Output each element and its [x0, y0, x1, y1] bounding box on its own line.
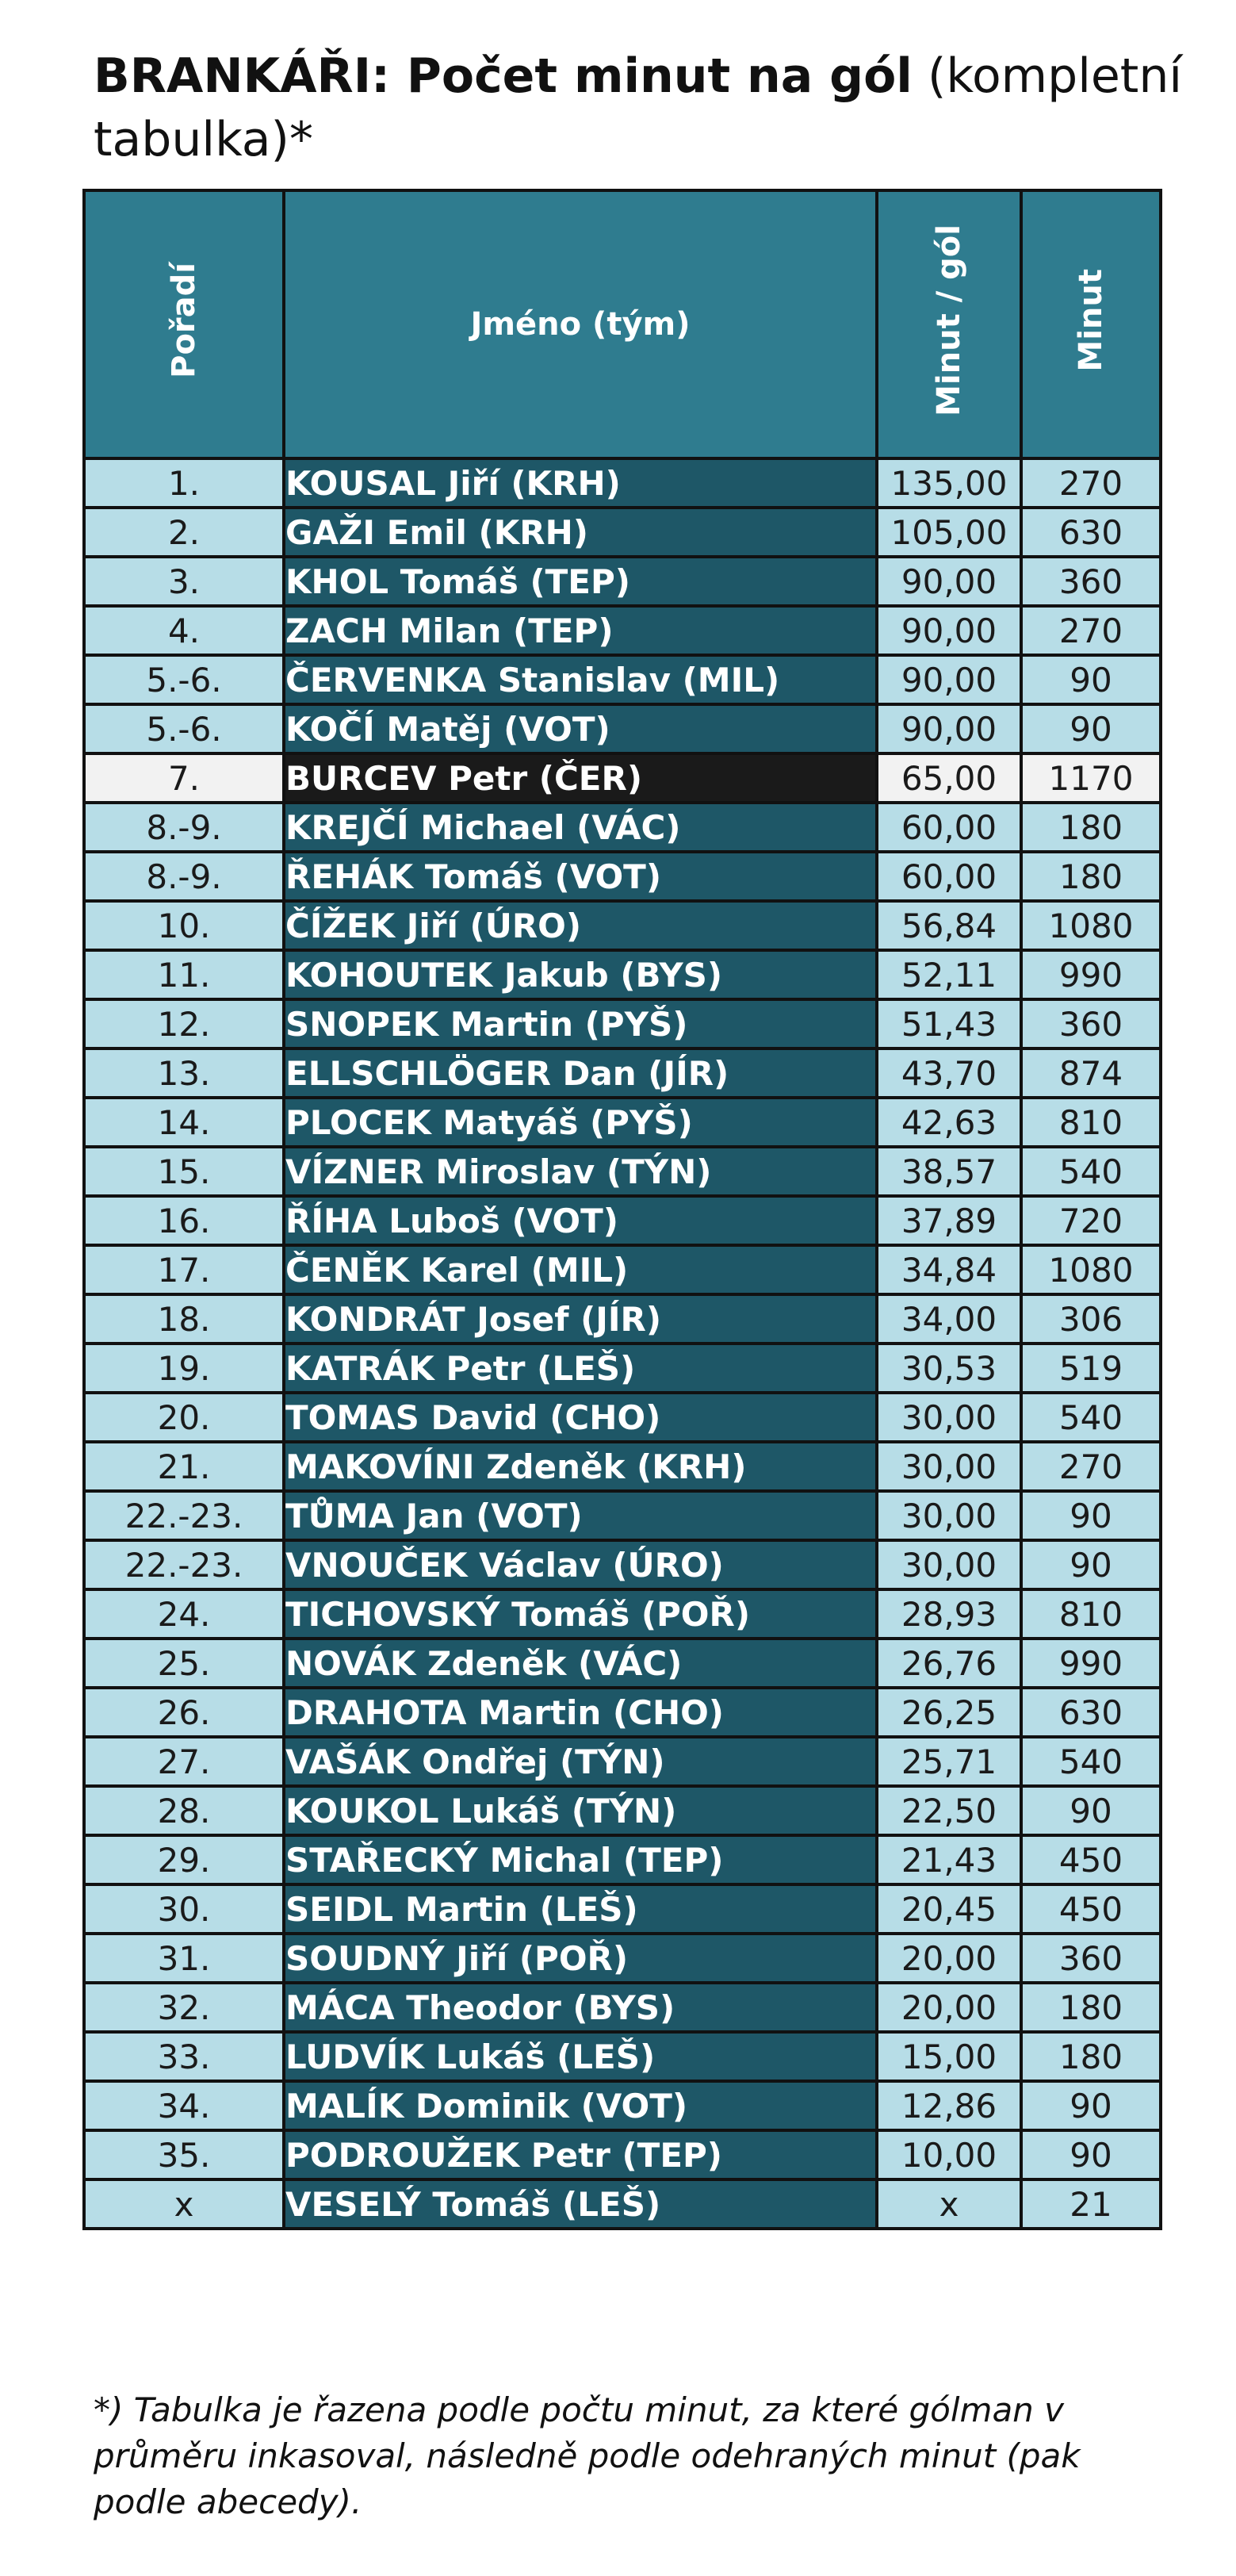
header-per-goal: [877, 190, 1021, 458]
minutes-cell: 810: [1021, 1098, 1161, 1147]
minutes-cell: 990: [1021, 950, 1161, 999]
footnote: *) Tabulka je řazena podle počtu minut, za které gólman v průměru inkasoval, následně podle odehraných minut (pak podle abecedy).: [94, 2390, 1081, 2521]
table-row: [84, 557, 1161, 606]
name-cell: VESELÝ Tomáš (LEŠ): [284, 2179, 877, 2229]
minutes-per-goal-cell: 20,00: [877, 1934, 1021, 1983]
table-row: [84, 1098, 1161, 1147]
rank-cell: 27.: [84, 1737, 284, 1786]
minutes-cell: 630: [1021, 1688, 1161, 1737]
minutes-cell: 720: [1021, 1196, 1161, 1245]
table-row: [84, 753, 1161, 803]
table-row: [84, 1786, 1161, 1835]
name-cell: ŘEHÁK Tomáš (VOT): [284, 852, 877, 901]
name-cell: GAŽI Emil (KRH): [284, 508, 877, 557]
table-row: [84, 1294, 1161, 1344]
minutes-cell: 270: [1021, 1442, 1161, 1491]
page-title: [94, 44, 1188, 171]
name-cell: SNOPEK Martin (PYŠ): [284, 999, 877, 1048]
rank-cell: 2.: [84, 508, 284, 557]
minutes-cell: 180: [1021, 803, 1161, 852]
minutes-cell: 21: [1021, 2179, 1161, 2229]
minutes-cell: 90: [1021, 2130, 1161, 2179]
minutes-per-goal-cell: 21,43: [877, 1835, 1021, 1884]
table-row: [84, 704, 1161, 753]
minutes-per-goal-cell: 43,70: [877, 1048, 1021, 1098]
rank-cell: 22.-23.: [84, 1540, 284, 1589]
minutes-cell: 90: [1021, 1786, 1161, 1835]
name-cell: SEIDL Martin (LEŠ): [284, 1884, 877, 1934]
table-row: [84, 852, 1161, 901]
rank-cell: 22.-23.: [84, 1491, 284, 1540]
minutes-cell: 360: [1021, 999, 1161, 1048]
name-cell: TICHOVSKÝ Tomáš (POŘ): [284, 1589, 877, 1639]
minutes-cell: 90: [1021, 1491, 1161, 1540]
table-row: [84, 1737, 1161, 1786]
rank-cell: 3.: [84, 557, 284, 606]
minutes-per-goal-cell: 15,00: [877, 2032, 1021, 2081]
name-cell: ELLSCHLÖGER Dan (JÍR): [284, 1048, 877, 1098]
minutes-cell: 360: [1021, 1934, 1161, 1983]
rank-cell: 15.: [84, 1147, 284, 1196]
minutes-per-goal-cell: 60,00: [877, 852, 1021, 901]
name-cell: KREJČÍ Michael (VÁC): [284, 803, 877, 852]
table-row: [84, 655, 1161, 704]
minutes-per-goal-cell: 25,71: [877, 1737, 1021, 1786]
minutes-per-goal-cell: 42,63: [877, 1098, 1021, 1147]
minutes-per-goal-cell: 30,53: [877, 1344, 1021, 1393]
rank-cell: 20.: [84, 1393, 284, 1442]
table-row: [84, 2032, 1161, 2081]
name-cell: VNOUČEK Václav (ÚRO): [284, 1540, 877, 1589]
rank-cell: 12.: [84, 999, 284, 1048]
minutes-per-goal-cell: 26,76: [877, 1639, 1021, 1688]
table-row: [84, 1639, 1161, 1688]
rank-cell: 14.: [84, 1098, 284, 1147]
table-row: [84, 1688, 1161, 1737]
name-cell: STAŘECKÝ Michal (TEP): [284, 1835, 877, 1884]
rank-cell: 4.: [84, 606, 284, 655]
minutes-per-goal-cell: 38,57: [877, 1147, 1021, 1196]
title-rest: (kompletní tabulka)*: [94, 48, 1183, 167]
name-cell: PODROUŽEK Petr (TEP): [284, 2130, 877, 2179]
name-cell: KOHOUTEK Jakub (BYS): [284, 950, 877, 999]
name-cell: MÁCA Theodor (BYS): [284, 1983, 877, 2032]
goalkeeper-table: [82, 189, 1162, 2230]
header-minutes-label: Minut: [1073, 269, 1109, 372]
table-body: [84, 458, 1161, 2229]
minutes-per-goal-cell: 22,50: [877, 1786, 1021, 1835]
name-cell: VAŠÁK Ondřej (TÝN): [284, 1737, 877, 1786]
minutes-per-goal-cell: 52,11: [877, 950, 1021, 999]
minutes-per-goal-cell: 30,00: [877, 1540, 1021, 1589]
header-per-goal-label: Minut / gól: [931, 224, 967, 416]
table-row: [84, 1540, 1161, 1589]
minutes-per-goal-cell: 90,00: [877, 655, 1021, 704]
name-cell: NOVÁK Zdeněk (VÁC): [284, 1639, 877, 1688]
name-cell: ŘÍHA Luboš (VOT): [284, 1196, 877, 1245]
minutes-per-goal-cell: x: [877, 2179, 1021, 2229]
table-row: [84, 950, 1161, 999]
minutes-cell: 90: [1021, 704, 1161, 753]
rank-cell: 10.: [84, 901, 284, 950]
table-row: [84, 1589, 1161, 1639]
minutes-per-goal-cell: 20,45: [877, 1884, 1021, 1934]
minutes-cell: 874: [1021, 1048, 1161, 1098]
rank-cell: 17.: [84, 1245, 284, 1294]
table-row: [84, 2179, 1161, 2229]
table-row: [84, 1393, 1161, 1442]
rank-cell: 30.: [84, 1884, 284, 1934]
name-cell: ČENĚK Karel (MIL): [284, 1245, 877, 1294]
rank-cell: 29.: [84, 1835, 284, 1884]
minutes-cell: 180: [1021, 852, 1161, 901]
rank-cell: 13.: [84, 1048, 284, 1098]
title-bold: BRANKÁŘI: Počet minut na gól: [94, 48, 913, 104]
table-row: [84, 1147, 1161, 1196]
rank-cell: 28.: [84, 1786, 284, 1835]
minutes-cell: 360: [1021, 557, 1161, 606]
minutes-cell: 1170: [1021, 753, 1161, 803]
table-row: [84, 1491, 1161, 1540]
table-row: [84, 1442, 1161, 1491]
minutes-per-goal-cell: 30,00: [877, 1442, 1021, 1491]
minutes-cell: 90: [1021, 655, 1161, 704]
rank-cell: 16.: [84, 1196, 284, 1245]
table-row: [84, 606, 1161, 655]
rank-cell: 26.: [84, 1688, 284, 1737]
minutes-cell: 540: [1021, 1147, 1161, 1196]
rank-cell: 24.: [84, 1589, 284, 1639]
minutes-cell: 630: [1021, 508, 1161, 557]
table-row: [84, 2081, 1161, 2130]
minutes-cell: 1080: [1021, 901, 1161, 950]
name-cell: ČÍŽEK Jiří (ÚRO): [284, 901, 877, 950]
rank-cell: 19.: [84, 1344, 284, 1393]
name-cell: DRAHOTA Martin (CHO): [284, 1688, 877, 1737]
header-rank: [84, 190, 284, 458]
header-rank-label: Pořadí: [166, 263, 202, 378]
minutes-per-goal-cell: 90,00: [877, 606, 1021, 655]
header-name-label: Jméno (tým): [470, 306, 691, 343]
name-cell: KHOL Tomáš (TEP): [284, 557, 877, 606]
table-row: [84, 1934, 1161, 1983]
minutes-cell: 540: [1021, 1737, 1161, 1786]
name-cell: LUDVÍK Lukáš (LEŠ): [284, 2032, 877, 2081]
name-cell: KONDRÁT Josef (JÍR): [284, 1294, 877, 1344]
rank-cell: 31.: [84, 1934, 284, 1983]
rank-cell: 33.: [84, 2032, 284, 2081]
name-cell: KOUSAL Jiří (KRH): [284, 458, 877, 508]
header-minutes: [1021, 190, 1161, 458]
rank-cell: 34.: [84, 2081, 284, 2130]
minutes-cell: 90: [1021, 1540, 1161, 1589]
header-row: [84, 190, 1161, 458]
minutes-cell: 1080: [1021, 1245, 1161, 1294]
minutes-per-goal-cell: 34,00: [877, 1294, 1021, 1344]
rank-cell: 8.-9.: [84, 803, 284, 852]
name-cell: KOČÍ Matěj (VOT): [284, 704, 877, 753]
minutes-per-goal-cell: 37,89: [877, 1196, 1021, 1245]
name-cell: ZACH Milan (TEP): [284, 606, 877, 655]
minutes-cell: 270: [1021, 458, 1161, 508]
minutes-per-goal-cell: 10,00: [877, 2130, 1021, 2179]
name-cell: KATRÁK Petr (LEŠ): [284, 1344, 877, 1393]
minutes-per-goal-cell: 28,93: [877, 1589, 1021, 1639]
minutes-cell: 450: [1021, 1835, 1161, 1884]
name-cell: TOMAS David (CHO): [284, 1393, 877, 1442]
minutes-per-goal-cell: 34,84: [877, 1245, 1021, 1294]
header-name: [284, 190, 877, 458]
minutes-cell: 306: [1021, 1294, 1161, 1344]
table-row: [84, 1245, 1161, 1294]
name-cell: TŮMA Jan (VOT): [284, 1491, 877, 1540]
minutes-per-goal-cell: 20,00: [877, 1983, 1021, 2032]
rank-cell: 7.: [84, 753, 284, 803]
table-row: [84, 1835, 1161, 1884]
name-cell: ČERVENKA Stanislav (MIL): [284, 655, 877, 704]
table-row: [84, 803, 1161, 852]
minutes-per-goal-cell: 12,86: [877, 2081, 1021, 2130]
name-cell: PLOCEK Matyáš (PYŠ): [284, 1098, 877, 1147]
rank-cell: 21.: [84, 1442, 284, 1491]
minutes-per-goal-cell: 135,00: [877, 458, 1021, 508]
minutes-cell: 990: [1021, 1639, 1161, 1688]
minutes-cell: 180: [1021, 1983, 1161, 2032]
minutes-per-goal-cell: 56,84: [877, 901, 1021, 950]
minutes-per-goal-cell: 90,00: [877, 557, 1021, 606]
name-cell: VÍZNER Miroslav (TÝN): [284, 1147, 877, 1196]
name-cell: MAKOVÍNI Zdeněk (KRH): [284, 1442, 877, 1491]
minutes-per-goal-cell: 26,25: [877, 1688, 1021, 1737]
table-row: [84, 2130, 1161, 2179]
table-row: [84, 901, 1161, 950]
table-row: [84, 458, 1161, 508]
table-row: [84, 508, 1161, 557]
name-cell: BURCEV Petr (ČER): [284, 753, 877, 803]
minutes-per-goal-cell: 65,00: [877, 753, 1021, 803]
rank-cell: 25.: [84, 1639, 284, 1688]
minutes-cell: 519: [1021, 1344, 1161, 1393]
minutes-per-goal-cell: 60,00: [877, 803, 1021, 852]
minutes-cell: 180: [1021, 2032, 1161, 2081]
rank-cell: 5.-6.: [84, 655, 284, 704]
name-cell: KOUKOL Lukáš (TÝN): [284, 1786, 877, 1835]
minutes-cell: 810: [1021, 1589, 1161, 1639]
table-row: [84, 1884, 1161, 1934]
rank-cell: 18.: [84, 1294, 284, 1344]
table-row: [84, 1344, 1161, 1393]
minutes-cell: 450: [1021, 1884, 1161, 1934]
minutes-per-goal-cell: 30,00: [877, 1491, 1021, 1540]
rank-cell: 32.: [84, 1983, 284, 2032]
table-row: [84, 1983, 1161, 2032]
rank-cell: 8.-9.: [84, 852, 284, 901]
rank-cell: 11.: [84, 950, 284, 999]
table-row: [84, 1196, 1161, 1245]
name-cell: MALÍK Dominik (VOT): [284, 2081, 877, 2130]
rank-cell: 1.: [84, 458, 284, 508]
table-row: [84, 999, 1161, 1048]
table-header: [84, 190, 1161, 458]
rank-cell: 35.: [84, 2130, 284, 2179]
minutes-cell: 540: [1021, 1393, 1161, 1442]
minutes-per-goal-cell: 90,00: [877, 704, 1021, 753]
minutes-cell: 90: [1021, 2081, 1161, 2130]
rank-cell: x: [84, 2179, 284, 2229]
minutes-per-goal-cell: 30,00: [877, 1393, 1021, 1442]
rank-cell: 5.-6.: [84, 704, 284, 753]
minutes-per-goal-cell: 105,00: [877, 508, 1021, 557]
minutes-cell: 270: [1021, 606, 1161, 655]
name-cell: SOUDNÝ Jiří (POŘ): [284, 1934, 877, 1983]
minutes-per-goal-cell: 51,43: [877, 999, 1021, 1048]
table-row: [84, 1048, 1161, 1098]
